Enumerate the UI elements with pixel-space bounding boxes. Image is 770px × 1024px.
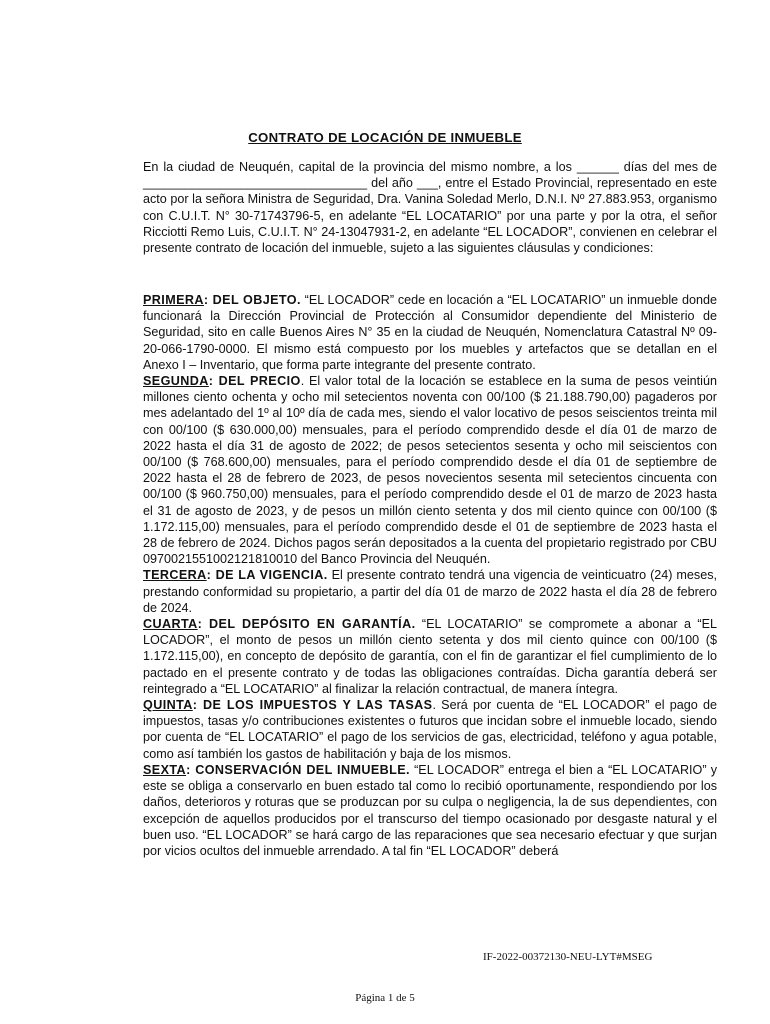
clause-cuarta <box>143 616 717 697</box>
clause-segunda <box>143 373 717 567</box>
clause-heading: : DEL OBJETO. <box>203 293 301 307</box>
intro-paragraph: En la ciudad de Neuquén, capital de la provincia del mismo nombre, a los ______ días del mes de ________________________________ del año ___, entre el Estado Provincial, representado en este acto por la señora Ministra de Seguridad, Dra. Vanina Soledad Merlo, D.N.I. Nº 27.883.953, organismo con C.U.I.T. N° 30-71743796-5, en adelante “EL LOCATARIO” por una parte y por la otra, el señor Ricciotti Remo Luis, C.U.I.T. N° 24-13047931-2, en adelante “EL LOCADOR”, convienen en celebrar el presente contrato de locación del inmueble, sujeto a las siguientes cláusulas y condiciones: <box>143 160 717 256</box>
clause-quinta <box>143 697 717 762</box>
clauses-section <box>143 292 717 859</box>
clause-heading: : DEL DEPÓSITO EN GARANTÍA. <box>197 617 416 632</box>
clause-number: CUARTA <box>143 617 198 632</box>
clause-text: “EL LOCATARIO” se compromete a abonar a “EL LOCADOR”, el monto de pesos un millón ciento setenta y dos mil ciento quince con 00/100 ($ 1.172.115,00), en concepto de depósito de garantía, con el fin de garantizar el fiel cumplimiento de lo pactado en el presente contrato y de todas las obligaciones contraídas. Dicha garantía deberá ser reintegrado a “EL LOCATARIO” al finalizar la relación contractual, de manera íntegra. <box>143 617 717 696</box>
clause-heading: : CONSERVACIÓN DEL INMUEBLE. <box>186 762 410 777</box>
clause-heading: : DE LOS IMPUESTOS Y LAS TASAS <box>192 698 433 713</box>
clause-text: . Será por cuenta de “EL LOCADOR” el pago de impuestos, tasas y/o contribuciones existentes o futuros que incidan sobre el inmueble locado, siendo por cuenta de “EL LOCATARIO” el pago de los servicios de gas, electricidad, teléfono y agua potable, como así también los gastos de habilitación y baja de los mismos. <box>143 698 717 761</box>
clause-number: SEXTA <box>143 762 187 777</box>
clause-number: SEGUNDA <box>143 374 209 389</box>
clause-heading: : DE LA VIGENCIA. <box>206 568 328 583</box>
clause-number: PRIMERA <box>143 293 204 307</box>
clause-text: “EL LOCADOR” entrega el bien a “EL LOCATARIO” y este se obliga a conservarlo en buen estado tal como lo recibió oportunamente, respondiendo por los daños, deterioros y roturas que se produzcan por su culpa o negligencia, la de sus dependientes, con excepción de aquellos producidos por el transcurso del tiempo ocasionado por desgaste natural y el buen uso. “EL LOCADOR” se hará cargo de las reparaciones que sea necesario efectuar y que surjan por vicios ocultos del inmueble arrendado. A tal fin “EL LOCADOR” deberá <box>143 762 718 858</box>
page-number: Página 1 de 5 <box>355 992 415 1004</box>
clause-text: El presente contrato tendrá una vigencia de veinticuatro (24) meses, prestando conformidad su propietario, a partir del día 01 de marzo de 2022 hasta el día 28 de febrero de 2024. <box>143 568 717 615</box>
clause-heading: : DEL PRECIO <box>208 374 301 389</box>
clause-text: “EL LOCADOR” cede en locación a “EL LOCATARIO” un inmueble donde funcionará la Dirección Provincial de Protección al Consumidor dependiente del Ministerio de Seguridad, sito en calle Buenos Aires N° 35 en la ciudad de Neuquén, Nomenclatura Catastral Nº 09-20-066-1790-0000. El mismo está compuesto por los muebles y artefactos que se detallan en el Anexo I – Inventario, que forma parte integrante del presente contrato. <box>143 293 717 372</box>
clause-number: TERCERA <box>143 568 207 583</box>
clause-tercera <box>143 567 717 616</box>
document-title: CONTRATO DE LOCACIÓN DE INMUEBLE <box>248 130 522 145</box>
clause-primera <box>143 292 717 373</box>
clause-sexta <box>143 762 717 859</box>
document-reference-code: IF-2022-00372130-NEU-LYT#MSEG <box>483 951 653 963</box>
clause-number: QUINTA <box>143 698 193 713</box>
clause-text: . El valor total de la locación se establece en la suma de pesos veintiún millones ciento ochenta y ocho mil setecientos noventa con 00/100 ($ 21.188.790,00) pagaderos por mes adelantado del 1º al 10º día de cada mes, siendo el valor locativo de pesos seiscientos treinta mil con 00/100 ($ 630.000,00) mensuales, para el período comprendido desde el día 01 de marzo de 2022 hasta el día 31 de agosto de 2022; de pesos setecientos sesenta y ocho mil seiscientos con 00/100 ($ 768.600,00) mensuales, para el período comprendido desde el día 01 de septiembre de 2022 hasta el 28 de febrero de 2023, de pesos novecientos sesenta mil setecientos cincuenta con 00/100 ($ 960.750,00) mensuales, para el período comprendido desde el 01 de marzo de 2023 hasta el 31 de agosto de 2023, y de pesos un millón ciento setenta y dos mil ciento quince con 00/100 ($ 1.172.115,00) mensuales, para el período comprendido desde el 01 de septiembre de 2023 hasta el 28 de febrero de 2024. Dichos pagos serán depositados a la cuenta del propietario registrado por CBU 0970021551002121810010 del Banco Provincia del Neuquén. <box>143 374 717 567</box>
